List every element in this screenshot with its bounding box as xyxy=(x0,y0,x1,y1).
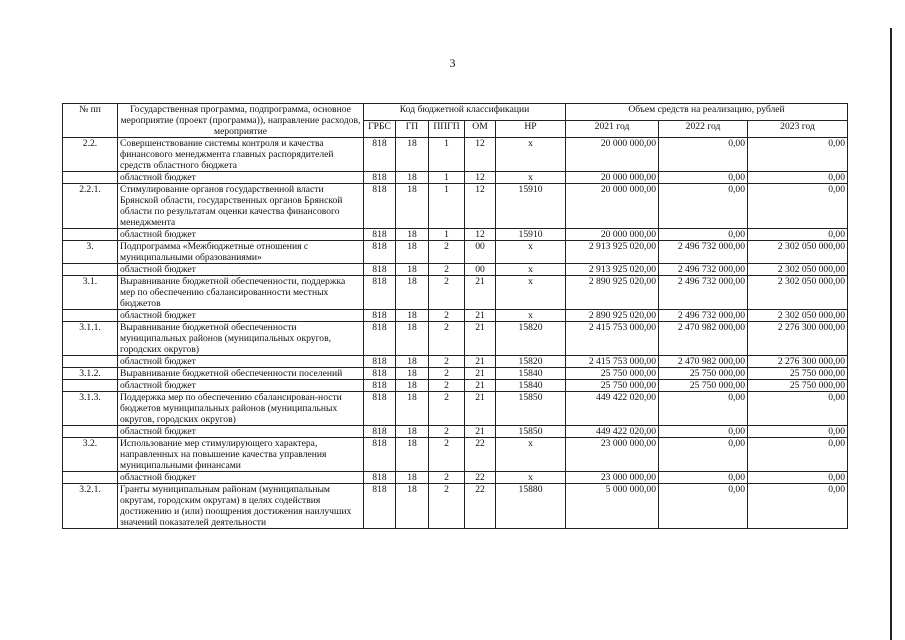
row-nr: x xyxy=(496,172,566,184)
row-amount-2022: 2 496 732 000,00 xyxy=(659,264,748,276)
row-gp: 18 xyxy=(396,229,429,241)
header-year-2022: 2022 год xyxy=(659,121,748,138)
row-ppgp: 1 xyxy=(429,172,465,184)
row-ppgp: 2 xyxy=(429,380,465,392)
row-nr: 15850 xyxy=(496,426,566,438)
row-name: областной бюджет xyxy=(118,356,364,368)
row-gp: 18 xyxy=(396,368,429,380)
row-om: 21 xyxy=(465,392,496,426)
table-row xyxy=(63,484,848,529)
row-grbs: 818 xyxy=(364,380,396,392)
row-nr: 15880 xyxy=(496,484,566,529)
row-om: 12 xyxy=(465,172,496,184)
row-nr: 15820 xyxy=(496,322,566,356)
table-row xyxy=(63,368,848,380)
row-nr: x xyxy=(496,310,566,322)
row-amount-2022: 0,00 xyxy=(659,392,748,426)
table-row xyxy=(63,426,848,438)
row-num: 2.2. xyxy=(63,138,118,172)
row-amount-2022: 2 496 732 000,00 xyxy=(659,310,748,322)
row-num: 3.1. xyxy=(63,276,118,310)
row-om: 21 xyxy=(465,276,496,310)
row-amount-2022: 0,00 xyxy=(659,484,748,529)
row-amount-2022: 0,00 xyxy=(659,472,748,484)
row-gp: 18 xyxy=(396,241,429,264)
header-gp: ГП xyxy=(396,121,429,138)
row-om: 21 xyxy=(465,426,496,438)
row-amount-2022: 2 496 732 000,00 xyxy=(659,276,748,310)
header-year-2021: 2021 год xyxy=(566,121,659,138)
row-om: 00 xyxy=(465,241,496,264)
row-grbs: 818 xyxy=(364,484,396,529)
row-amount-2021: 23 000 000,00 xyxy=(566,438,659,472)
row-nr: x xyxy=(496,438,566,472)
row-nr: 15840 xyxy=(496,380,566,392)
row-amount-2021: 2 890 925 020,00 xyxy=(566,276,659,310)
row-ppgp: 1 xyxy=(429,184,465,229)
row-ppgp: 2 xyxy=(429,368,465,380)
row-gp: 18 xyxy=(396,184,429,229)
row-gp: 18 xyxy=(396,322,429,356)
row-gp: 18 xyxy=(396,472,429,484)
table-row xyxy=(63,138,848,172)
row-amount-2023: 2 276 300 000,00 xyxy=(748,356,848,368)
row-amount-2023: 0,00 xyxy=(748,484,848,529)
table-row xyxy=(63,322,848,356)
row-num: 3. xyxy=(63,241,118,264)
row-amount-2023: 2 302 050 000,00 xyxy=(748,241,848,264)
row-amount-2023: 2 276 300 000,00 xyxy=(748,322,848,356)
row-amount-2023: 2 302 050 000,00 xyxy=(748,310,848,322)
row-om: 12 xyxy=(465,229,496,241)
row-ppgp: 2 xyxy=(429,472,465,484)
row-gp: 18 xyxy=(396,356,429,368)
header-volume-group: Объем средств на реализацию, рублей xyxy=(566,104,848,121)
header-om: ОМ xyxy=(465,121,496,138)
row-amount-2023: 25 750 000,00 xyxy=(748,368,848,380)
header-year-2023: 2023 год xyxy=(748,121,848,138)
row-gp: 18 xyxy=(396,392,429,426)
row-grbs: 818 xyxy=(364,438,396,472)
row-num: 3.2. xyxy=(63,438,118,472)
row-nr: 15910 xyxy=(496,229,566,241)
row-ppgp: 2 xyxy=(429,276,465,310)
row-om: 21 xyxy=(465,310,496,322)
row-nr: x xyxy=(496,138,566,172)
row-gp: 18 xyxy=(396,276,429,310)
row-name: областной бюджет xyxy=(118,310,364,322)
row-ppgp: 2 xyxy=(429,310,465,322)
row-grbs: 818 xyxy=(364,310,396,322)
row-ppgp: 2 xyxy=(429,484,465,529)
row-grbs: 818 xyxy=(364,241,396,264)
table-row xyxy=(63,356,848,368)
row-amount-2021: 5 000 000,00 xyxy=(566,484,659,529)
row-amount-2023: 2 302 050 000,00 xyxy=(748,276,848,310)
row-amount-2021: 25 750 000,00 xyxy=(566,380,659,392)
row-name: областной бюджет xyxy=(118,426,364,438)
row-gp: 18 xyxy=(396,426,429,438)
row-name: Подпрограмма «Межбюджетные отношения с муниципальными образованиями» xyxy=(118,241,364,264)
row-grbs: 818 xyxy=(364,264,396,276)
row-amount-2022: 0,00 xyxy=(659,138,748,172)
row-grbs: 818 xyxy=(364,138,396,172)
row-amount-2023: 0,00 xyxy=(748,426,848,438)
header-ppgp: ППГП xyxy=(429,121,465,138)
row-name: областной бюджет xyxy=(118,172,364,184)
row-amount-2022: 0,00 xyxy=(659,438,748,472)
row-ppgp: 2 xyxy=(429,356,465,368)
row-num xyxy=(63,426,118,438)
row-name: Выравнивание бюджетной обеспеченности поселений xyxy=(118,368,364,380)
row-amount-2021: 2 913 925 020,00 xyxy=(566,241,659,264)
table-row xyxy=(63,184,848,229)
row-amount-2021: 23 000 000,00 xyxy=(566,472,659,484)
row-amount-2022: 25 750 000,00 xyxy=(659,380,748,392)
row-name: Совершенствование системы контроля и качества финансового менеджмента главных распорядителей средств областного бюджета xyxy=(118,138,364,172)
row-amount-2022: 2 470 982 000,00 xyxy=(659,356,748,368)
header-nr: НР xyxy=(496,121,566,138)
row-amount-2023: 2 302 050 000,00 xyxy=(748,264,848,276)
row-om: 12 xyxy=(465,184,496,229)
row-amount-2022: 25 750 000,00 xyxy=(659,368,748,380)
row-nr: 15840 xyxy=(496,368,566,380)
row-num xyxy=(63,310,118,322)
row-om: 12 xyxy=(465,138,496,172)
row-num: 3.1.3. xyxy=(63,392,118,426)
row-amount-2023: 0,00 xyxy=(748,392,848,426)
row-nr: x xyxy=(496,264,566,276)
row-om: 00 xyxy=(465,264,496,276)
table-header xyxy=(63,104,848,138)
row-num xyxy=(63,380,118,392)
row-amount-2021: 20 000 000,00 xyxy=(566,138,659,172)
row-amount-2023: 25 750 000,00 xyxy=(748,380,848,392)
row-amount-2023: 0,00 xyxy=(748,138,848,172)
table-row xyxy=(63,172,848,184)
row-name: Стимулирование органов государственной власти Брянской области, государственных органов Брянской области по результатам оценки качества финансового менеджмента xyxy=(118,184,364,229)
row-om: 22 xyxy=(465,472,496,484)
budget-table xyxy=(62,103,848,529)
row-nr: x xyxy=(496,472,566,484)
row-om: 22 xyxy=(465,438,496,472)
row-amount-2021: 2 415 753 000,00 xyxy=(566,356,659,368)
row-nr: 15850 xyxy=(496,392,566,426)
row-name: областной бюджет xyxy=(118,229,364,241)
row-name: Выравнивание бюджетной обеспеченности муниципальных районов (муниципальных округов, городских округов) xyxy=(118,322,364,356)
row-nr: x xyxy=(496,276,566,310)
row-grbs: 818 xyxy=(364,229,396,241)
row-grbs: 818 xyxy=(364,368,396,380)
row-amount-2023: 0,00 xyxy=(748,172,848,184)
row-amount-2022: 0,00 xyxy=(659,184,748,229)
row-amount-2022: 0,00 xyxy=(659,426,748,438)
row-grbs: 818 xyxy=(364,472,396,484)
row-amount-2021: 2 890 925 020,00 xyxy=(566,310,659,322)
table-row xyxy=(63,310,848,322)
header-grbs: ГРБС xyxy=(364,121,396,138)
row-ppgp: 1 xyxy=(429,138,465,172)
row-name: областной бюджет xyxy=(118,472,364,484)
page-number: 3 xyxy=(449,56,456,70)
row-ppgp: 2 xyxy=(429,426,465,438)
row-num xyxy=(63,229,118,241)
row-nr: 15910 xyxy=(496,184,566,229)
row-num xyxy=(63,264,118,276)
page-edge-rule xyxy=(890,28,892,640)
row-nr: 15820 xyxy=(496,356,566,368)
header-num: № пп xyxy=(63,104,118,138)
row-num xyxy=(63,356,118,368)
row-gp: 18 xyxy=(396,484,429,529)
row-ppgp: 2 xyxy=(429,392,465,426)
row-gp: 18 xyxy=(396,310,429,322)
row-gp: 18 xyxy=(396,172,429,184)
row-amount-2021: 20 000 000,00 xyxy=(566,184,659,229)
row-gp: 18 xyxy=(396,380,429,392)
row-num: 3.1.2. xyxy=(63,368,118,380)
row-om: 21 xyxy=(465,356,496,368)
row-amount-2023: 0,00 xyxy=(748,438,848,472)
row-amount-2021: 449 422 020,00 xyxy=(566,426,659,438)
row-amount-2022: 0,00 xyxy=(659,229,748,241)
row-ppgp: 2 xyxy=(429,438,465,472)
row-grbs: 818 xyxy=(364,172,396,184)
row-name: Выравнивание бюджетной обеспеченности, поддержка мер по обеспечению сбалансированности местных бюджетов xyxy=(118,276,364,310)
row-ppgp: 2 xyxy=(429,322,465,356)
table-body xyxy=(63,138,848,529)
row-nr: x xyxy=(496,241,566,264)
row-ppgp: 2 xyxy=(429,241,465,264)
table-row xyxy=(63,472,848,484)
row-name: Использование мер стимулирующего характера, направленных на повышение качества управления муниципальными финансами xyxy=(118,438,364,472)
row-grbs: 818 xyxy=(364,426,396,438)
header-name: Государственная программа, подпрограмма, основное мероприятие (проект (программа)), направление расходов, мероприятие xyxy=(118,104,364,138)
row-ppgp: 1 xyxy=(429,229,465,241)
row-grbs: 818 xyxy=(364,276,396,310)
row-name: областной бюджет xyxy=(118,380,364,392)
row-name: Поддержка мер по обеспечению сбалансирован-ности бюджетов муниципальных районов (муниципальных округов, городских округов) xyxy=(118,392,364,426)
row-num xyxy=(63,472,118,484)
table-row xyxy=(63,392,848,426)
row-om: 22 xyxy=(465,484,496,529)
row-ppgp: 2 xyxy=(429,264,465,276)
row-amount-2023: 0,00 xyxy=(748,229,848,241)
row-amount-2021: 2 913 925 020,00 xyxy=(566,264,659,276)
row-gp: 18 xyxy=(396,264,429,276)
row-amount-2021: 25 750 000,00 xyxy=(566,368,659,380)
table-row xyxy=(63,438,848,472)
row-amount-2022: 2 496 732 000,00 xyxy=(659,241,748,264)
row-gp: 18 xyxy=(396,138,429,172)
header-code-group: Код бюджетной классификации xyxy=(364,104,566,121)
row-om: 21 xyxy=(465,322,496,356)
row-amount-2022: 0,00 xyxy=(659,172,748,184)
table-row xyxy=(63,241,848,264)
row-grbs: 818 xyxy=(364,356,396,368)
row-num: 3.2.1. xyxy=(63,484,118,529)
row-amount-2023: 0,00 xyxy=(748,184,848,229)
row-num xyxy=(63,172,118,184)
row-om: 21 xyxy=(465,380,496,392)
table-row xyxy=(63,229,848,241)
row-grbs: 818 xyxy=(364,322,396,356)
row-amount-2021: 2 415 753 000,00 xyxy=(566,322,659,356)
row-grbs: 818 xyxy=(364,184,396,229)
row-amount-2022: 2 470 982 000,00 xyxy=(659,322,748,356)
table-row xyxy=(63,276,848,310)
row-name: Гранты муниципальным районам (муниципальным округам, городским округам) в целях содействия достижению и (или) поощрения достижения наилучших значений показателей деятельности xyxy=(118,484,364,529)
table-row xyxy=(63,380,848,392)
row-amount-2023: 0,00 xyxy=(748,472,848,484)
row-name: областной бюджет xyxy=(118,264,364,276)
row-grbs: 818 xyxy=(364,392,396,426)
row-amount-2021: 20 000 000,00 xyxy=(566,172,659,184)
table-row xyxy=(63,264,848,276)
row-om: 21 xyxy=(465,368,496,380)
row-amount-2021: 449 422 020,00 xyxy=(566,392,659,426)
row-num: 2.2.1. xyxy=(63,184,118,229)
row-gp: 18 xyxy=(396,438,429,472)
row-amount-2021: 20 000 000,00 xyxy=(566,229,659,241)
row-num: 3.1.1. xyxy=(63,322,118,356)
